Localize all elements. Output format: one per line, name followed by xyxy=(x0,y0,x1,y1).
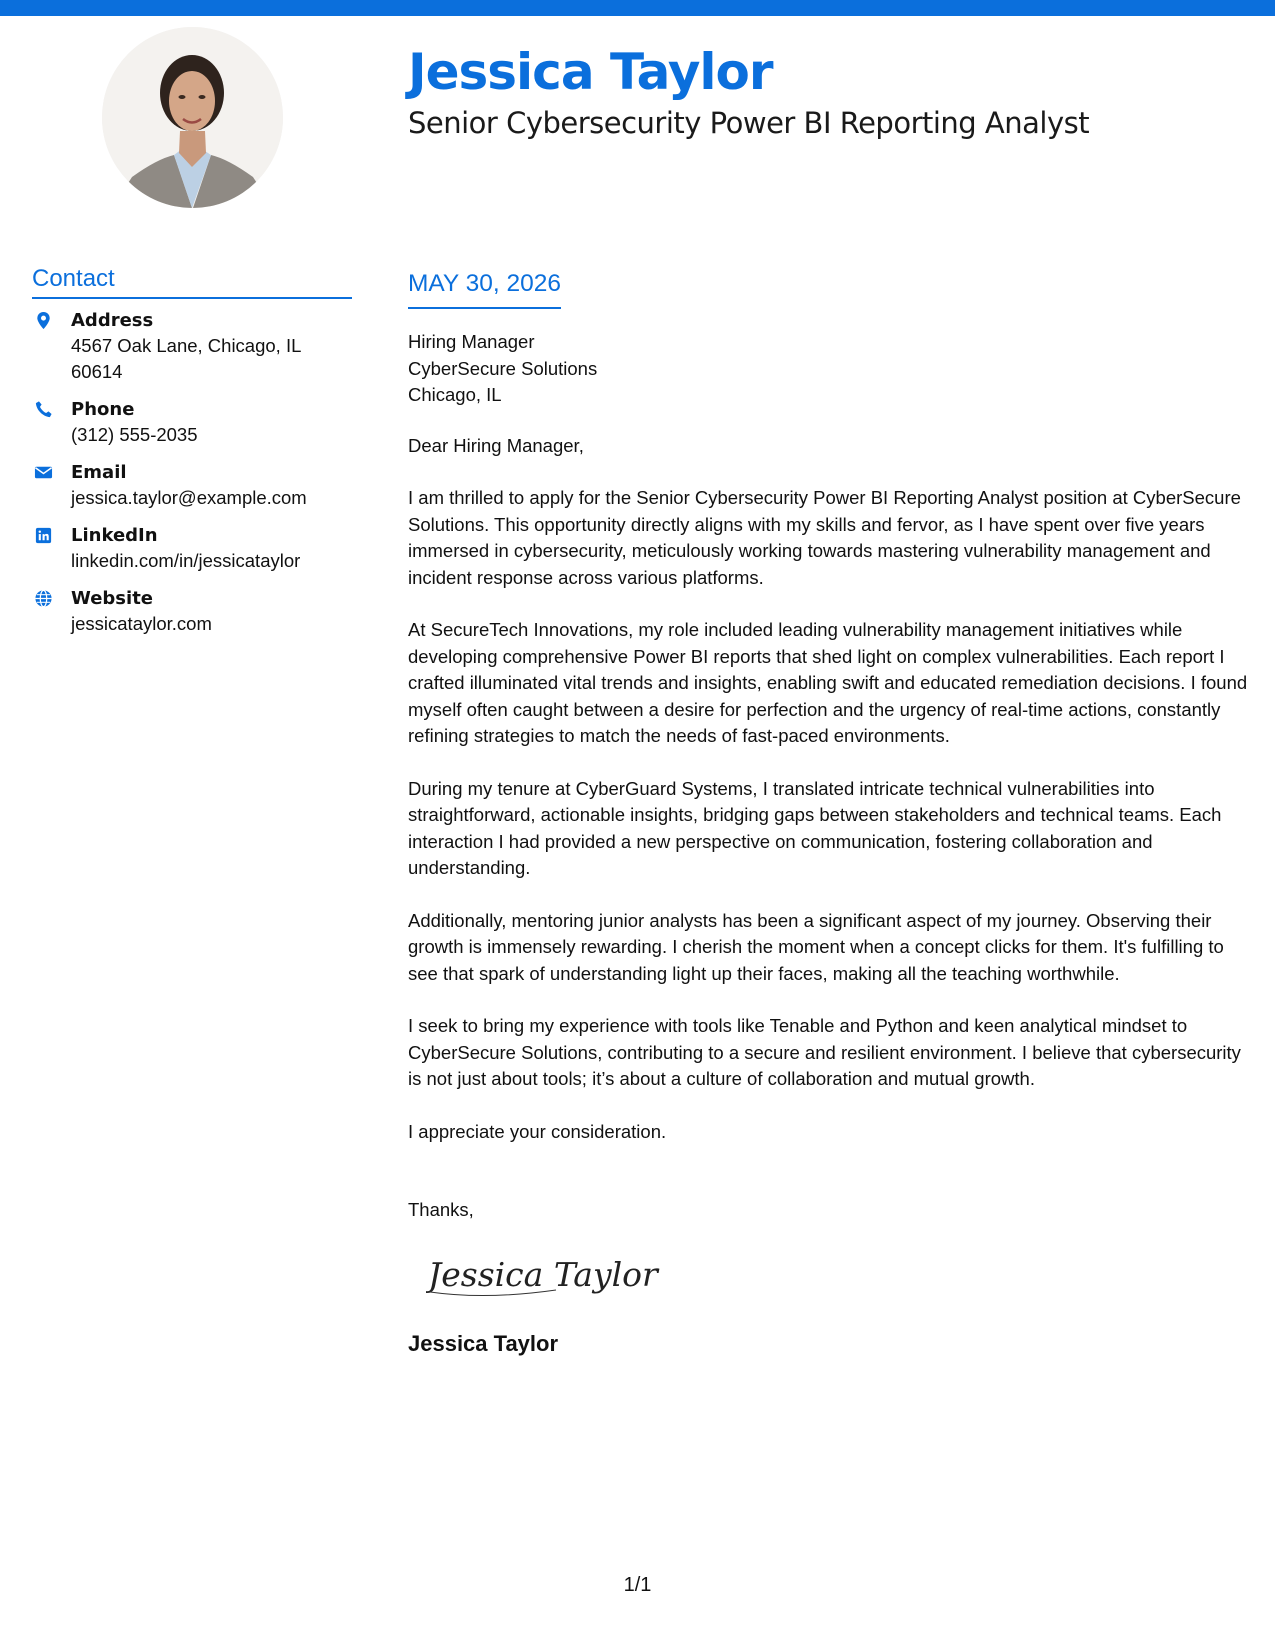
signature-text: Jessica Taylor xyxy=(428,1254,658,1294)
letter-paragraph: During my tenure at CyberGuard Systems, I translated intricate technical vulnerabilities into straightforward, actionable insights, bridging gaps between stakeholders and technical teams. Each interaction I had provided a new perspective on communication, fostering collaboration and understanding. xyxy=(408,777,1222,878)
contact-heading: Contact xyxy=(32,264,352,299)
letter-paragraph: At SecureTech Innovations, my role included leading vulnerability management initiatives while developing comprehensive Power BI reports that shed light on complex vulnerabilities. Each report I crafted illuminated vital trends and insights, enabling swift and educated remediation decisions. I found myself often caught between a desire for perfection and the urgency of real-time actions, constantly refining strategies to match the needs of fast-paced environments. xyxy=(408,619,1248,746)
profile-photo xyxy=(102,27,283,208)
linkedin-icon xyxy=(34,526,53,545)
globe-icon xyxy=(34,589,53,608)
envelope-icon xyxy=(34,463,53,482)
avatar xyxy=(102,27,283,208)
letter-date: MAY 30, 2026 xyxy=(408,268,561,309)
salutation: Dear Hiring Manager, xyxy=(408,434,584,456)
phone-icon xyxy=(34,400,53,419)
contact-item-website xyxy=(32,587,352,637)
header-name: Jessica Taylor xyxy=(408,43,773,101)
closing: Thanks, xyxy=(408,1199,474,1220)
linkedin-link[interactable]: linkedin.com/in/jessicataylor xyxy=(71,550,301,571)
website-link[interactable]: jessicataylor.com xyxy=(71,613,212,634)
contact-sidebar xyxy=(32,264,352,650)
letter-paragraph: I am thrilled to apply for the Senior Cybersecurity Power BI Reporting Analyst position at CyberSecure Solutions. This opportunity directly aligns with my skills and fervor, as I have spent over five years immersed in cybersecurity, meticulously working towards mastering vulnerability management and incident response across various platforms. xyxy=(408,487,1241,588)
recipient-line: CyberSecure Solutions xyxy=(408,357,598,379)
contact-item-linkedin xyxy=(32,524,352,574)
phone-value: (312) 555-2035 xyxy=(71,424,198,445)
contact-label: Email xyxy=(71,462,127,483)
handwritten-signature xyxy=(426,1242,666,1304)
letter-paragraph: I seek to bring my experience with tools like Tenable and Python and keen analytical mindset to CyberSecure Solutions, contributing to a secure and resilient environment. I believe that cybersecurity is not just about tools; it’s about a culture of collaboration and mutual growth. xyxy=(408,1015,1241,1089)
letter-body xyxy=(408,268,1253,1358)
letter-paragraph: I appreciate your consideration. xyxy=(408,1120,667,1142)
header-job-title: Senior Cybersecurity Power BI Reporting Analyst xyxy=(408,106,1090,140)
letter-paragraph: Additionally, mentoring junior analysts has been a significant aspect of my journey. Observing their growth is immensely rewarding. I cherish the moment when a concept clicks for them. It's fulfilling to see that spark of understanding light up their faces, making all the teaching worthwhile. xyxy=(408,909,1224,984)
map-pin-icon xyxy=(34,311,53,330)
email-link[interactable]: jessica.taylor@example.com xyxy=(71,487,307,508)
page-number: 1/1 xyxy=(623,1574,652,1596)
contact-list xyxy=(32,309,352,637)
recipient-block xyxy=(408,329,1253,409)
contact-label: Phone xyxy=(71,399,135,420)
recipient-line: Chicago, IL xyxy=(408,384,502,405)
contact-item-phone xyxy=(32,398,352,448)
recipient-line: Hiring Manager xyxy=(408,331,535,352)
top-accent-bar xyxy=(0,0,1275,16)
address-value: 4567 Oak Lane, Chicago, IL 60614 xyxy=(71,335,301,382)
signer-name: Jessica Taylor xyxy=(408,1330,559,1356)
contact-label: Website xyxy=(71,588,154,609)
contact-item-address xyxy=(32,309,352,385)
contact-label: Address xyxy=(71,310,154,331)
contact-item-email xyxy=(32,461,352,511)
contact-label: LinkedIn xyxy=(71,525,158,546)
